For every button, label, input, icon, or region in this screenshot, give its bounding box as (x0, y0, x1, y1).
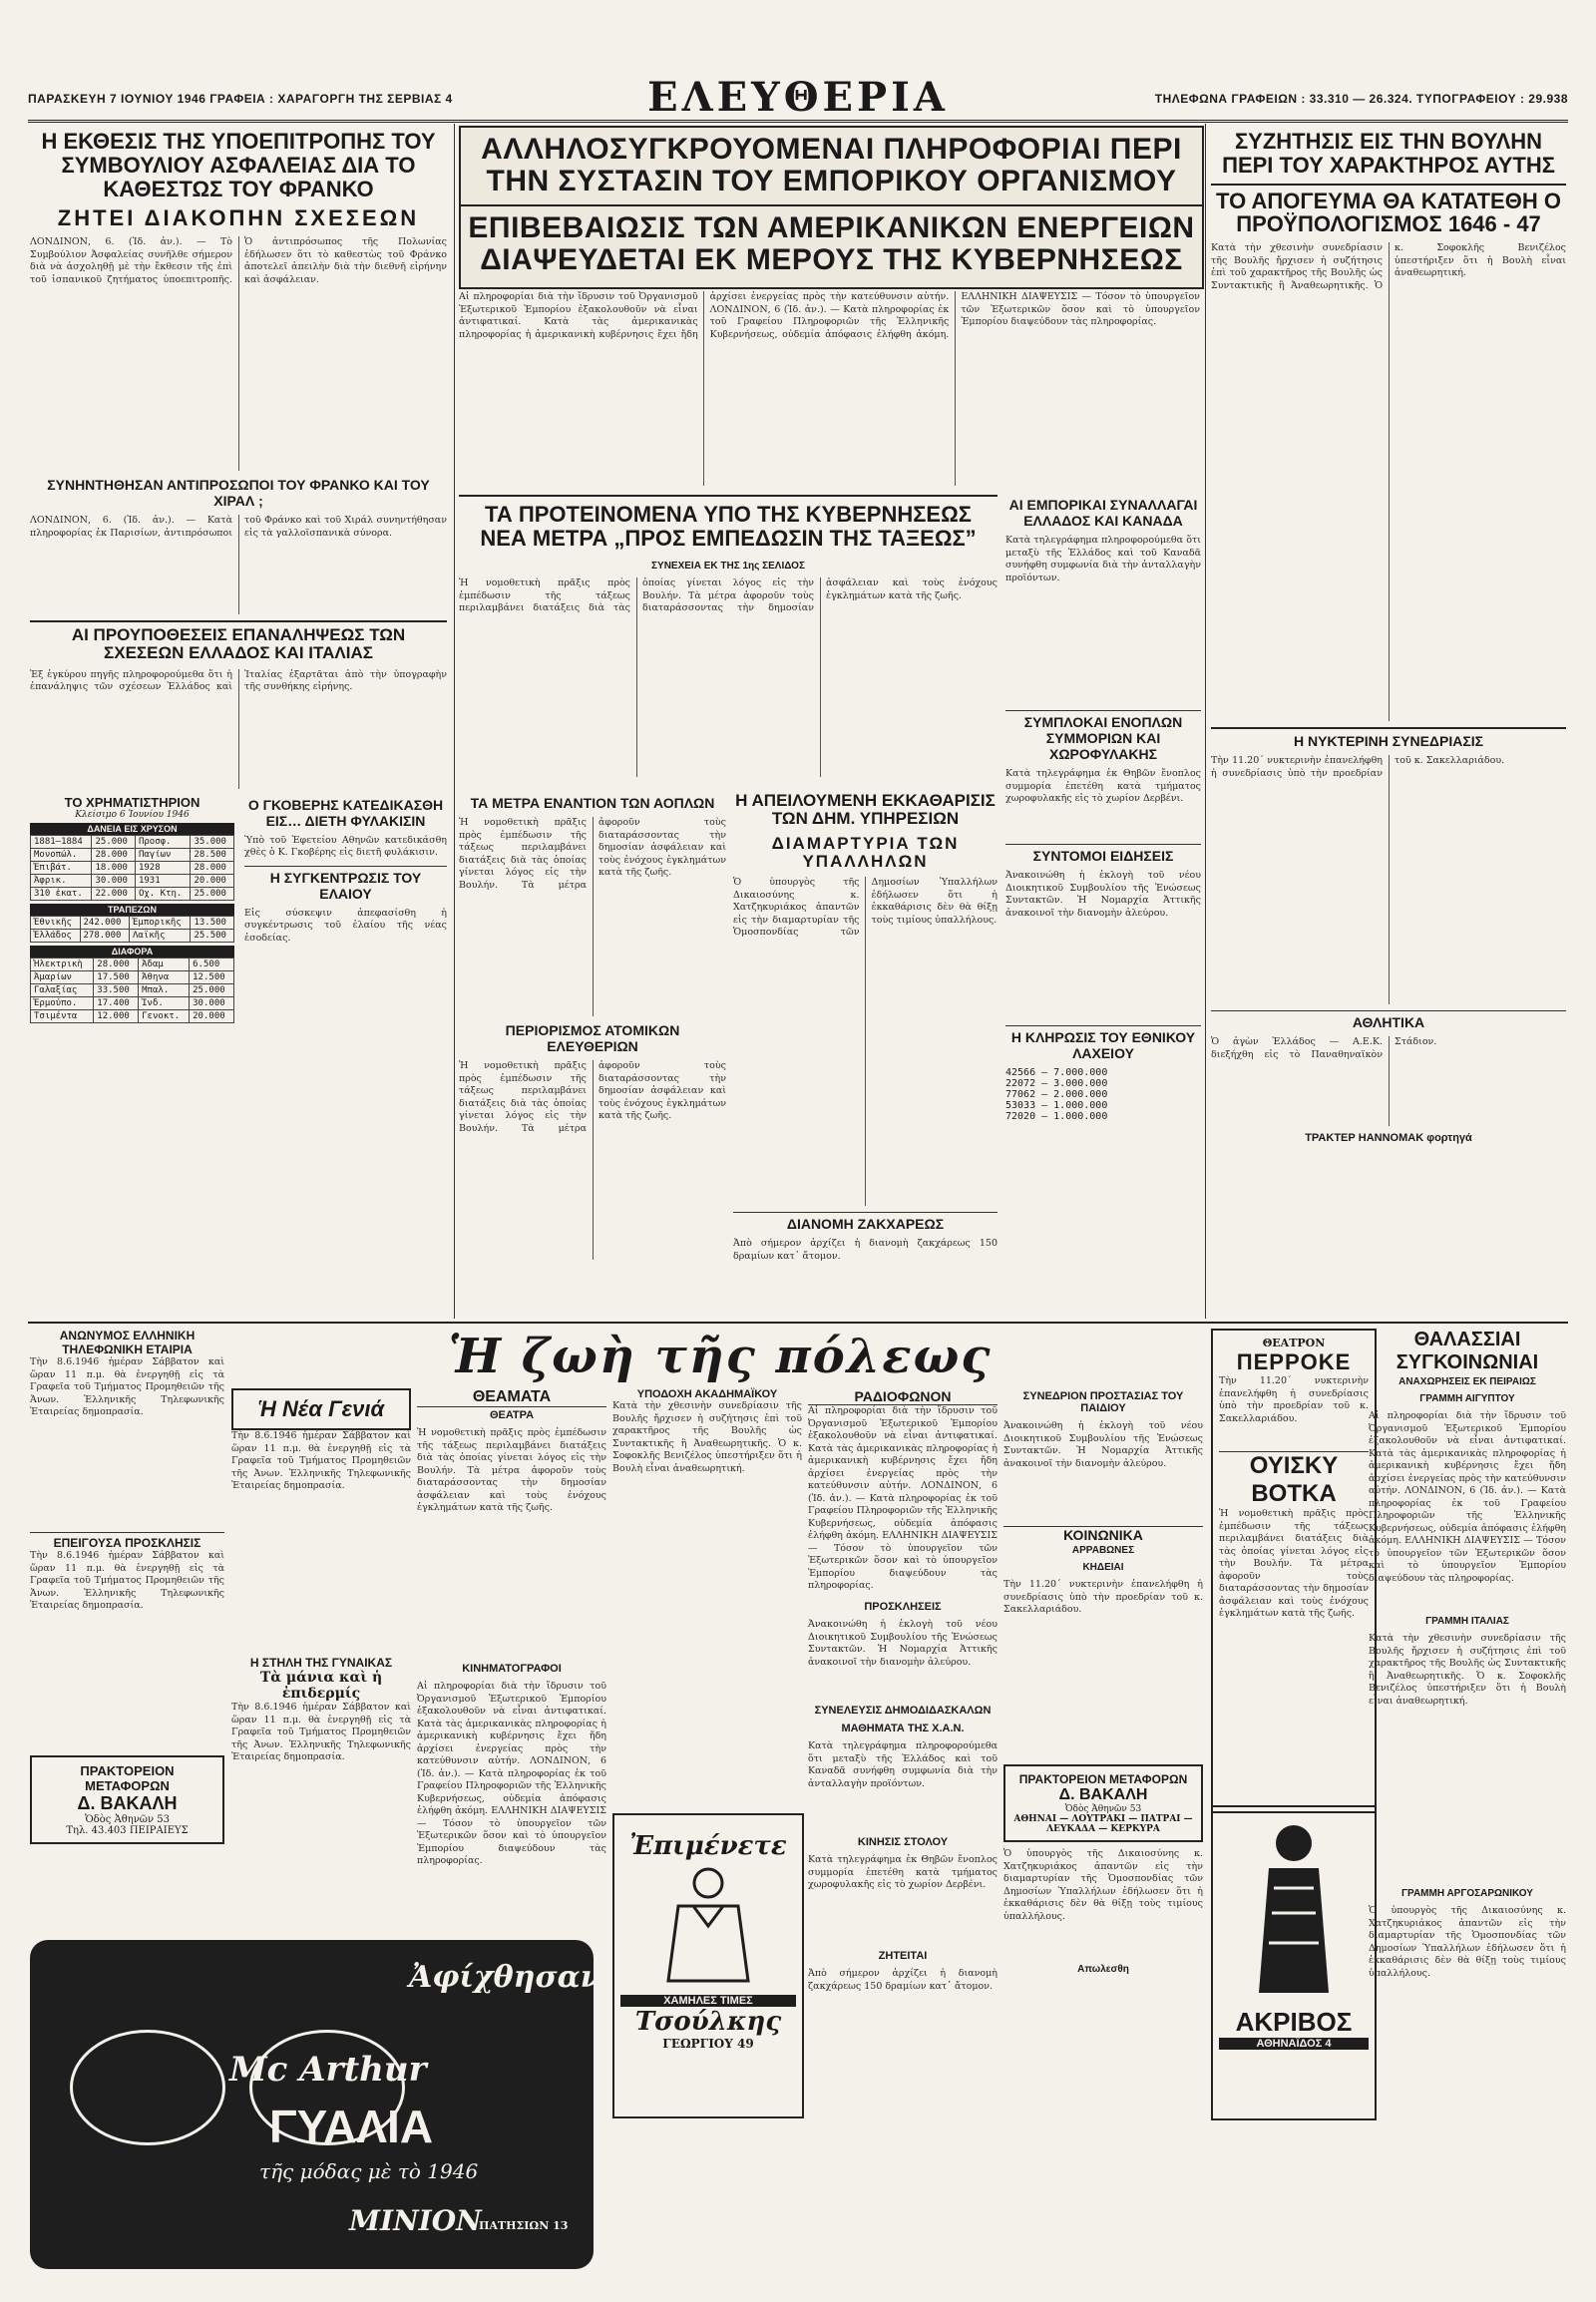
bourse-row (31, 958, 234, 970)
urgent-invite: ΕΠΕΙΓΟΥΣΑ ΠΡΟΣΚΛΗΣΙΣ (30, 1532, 224, 1550)
sea-transport: ΘΑΛΑΣΣΙΑΙ ΣΥΓΚΟΙΝΩΝΙΑΙ ΑΝΑΧΩΡΗΣΕΙΣ ΕΚ ΠΕΙΡΑΙΩΣ ΓΡΑΜΜΗ ΑΙΓΥΠΤΟΥ Αἱ πληροφορίαι διὰ τὴν ἵδρυσιν τοῦ Ὀργανισμοῦ Ἐξωτερικοῦ Ἐμπορίου ἐξακολουθοῦν νὰ εἶναι ἀντιφατικαί. Κατὰ τὰς ἀμερικανικὰς πληροφορίας ἡ ἀμερικανικὴ κυβέρνησις ἔχει ἤδη ἀρχίσει ἐνεργείας πρὸς τὴν κατεύθυνσιν αὐτήν. ΛΟΝΔΙΝΟΝ, 6 (Ἰδ. ἀν.). — Κατὰ πληροφορίας ἐκ τοῦ Γραφείου Πληροφοριῶν τῆς Ἐλληνικῆς Κυβερνήσεως, οὐδεμία ἀπόφασις ἐλήφθη ἀκόμη. ΕΛΛΗΝΙΚΗ ΔΙΑΨΕΥΣΙΣ — Τόσον τὸ ὑπουργεῖον τῶν Ἐξωτερικῶν ὅσον καὶ τὸ ὑπουργεῖον Ἐμπορίου διαψεύδουν τὰς πληροφορίας. ΓΡΑΜΜΗ ΙΤΑΛΙΑΣ Κατὰ τὴν χθεσινὴν συνεδρίασιν τῆς Βουλῆς ἤρχισεν ἡ συζήτησις ἐπὶ τοῦ χαρακτῆρος τῆς Βουλῆς ὡς Συντακτικῆς ἢ Ἀναθεωρητικῆς. Ὁ κ. Σοφοκλῆς Βενιζέλος ὑπεστήριξεν ὅτι ἡ Βουλὴ εἶναι ἀναθεωρητική. ΓΡΑΜΜΗ ΑΡΓΟΣΑΡΩΝΙΚΟΥ Ὁ ὑπουργὸς τῆς Δικαιοσύνης κ. Χατζηκυριάκος ἀπαντῶν εἰς τὴν διαμαρτυρίαν τῆς Ὁμοσπονδίας τῶν Δημοσίων Ὑπαλλήλων ἐδήλωσεν ὅτι ἡ ἐκκαθάρισις δὲν θὰ θίξῃ τοὺς τιμίους ὑπαλλήλους. (1369, 1329, 1566, 1979)
women-column: Η ΣΤΗΛΗ ΤΗΣ ΓΥΝΑΙΚΑΣ (249, 1656, 393, 1670)
shirt-icon (648, 1861, 768, 1991)
phones-line: ΤΗΛΕΦΩΝΑ ΓΡΑΦΕΙΩΝ : 33.310 — 26.324. ΤΥΠΟΓΡΑΦΕΙΟΥ : 29.938 (1154, 92, 1568, 106)
bourse-cell: Οχ. Κτη. (135, 887, 190, 900)
brief-headline: ΣΥΝΤΟΜΟΙ ΕΙΔΗΣΕΙΣ (1005, 844, 1201, 864)
bourse-cell: Ἠλεκτρικὴ (31, 958, 94, 970)
column-4: ΑΙ ΕΜΠΟΡΙΚΑΙ ΣΥΝΑΛΛΑΓΑΙ ΕΛΛΑΔΟΣ ΚΑΙ ΚΑΝΑΔΑ Κατὰ τηλεγράφημα πληροφορούμεθα ὅτι μεταξὺ τῆς Ἑλλάδος καὶ τοῦ Καναδᾶ συνήφθη συμφωνία διὰ τὴν ἀνταλλαγὴν προϊόντων. ΣΥΜΠΛΟΚΑΙ ΕΝΟΠΛΩΝ ΣΥΜΜΟΡΙΩΝ ΚΑΙ ΧΩΡΟΦΥΛΑΚΗΣ Κατὰ τηλεγράφημα ἐκ Θηβῶν ἔνοπλος συμμορία ἐπετέθη κατὰ τμήματος χωροφυλακῆς εἰς τὸ χωρίον Δερβένι. ΣΥΝΤΟΜΟΙ ΕΙΔΗΣΕΙΣ Ἀνακοινώθη ἡ ἐκλογὴ τοῦ νέου Διοικητικοῦ Συμβουλίου τῆς Ἑνώσεως Συντακτῶν. Ἡ Νομαρχία Ἀττικῆς ἀνακοινοῖ τὴν διανομὴν ἀλεύρου. Η ΚΛΗΡΩΣΙΣ ΤΟΥ ΕΘΝΙΚΟΥ ΛΑΧΕΙΟΥ 42566 — 7.000.000 22072 — 3.000.000 77062 — 2.000.000 53033 — 1.000.000 72020 — 1.000.000 (1005, 497, 1201, 1122)
masthead (28, 74, 1568, 123)
bourse-cell: Ἑλλάδος (31, 929, 81, 942)
glasses-title: ΓΥΑΛΙΑ (269, 2101, 434, 2152)
liquidation-block: Η ΑΠΕΙΛΟΥΜΕΝΗ ΕΚΚΑΘΑΡΙΣΙΣ ΤΩΝ ΔΗΜ. ΥΠΗΡΕΣΙΩΝ ΔΙΑΜΑΡΤΥΡΙΑ ΤΩΝ ΥΠΑΛΛΗΛΩΝ Ὁ ὑπουργὸς τῆς Δικαιοσύνης κ. Χατζηκυριάκος ἀπαντῶν εἰς τὴν διαμαρτυρίαν τῆς Ὁμοσπονδίας τῶν Δημοσίων Ὑπαλλήλων ἐδήλωσεν ὅτι ἡ ἐκκαθάρισις δὲν θὰ θίξῃ τοὺς τιμίους ὑπαλλήλους. ΔΙΑΝΟΜΗ ΖΑΚΧΑΡΕΩΣ Ἀπὸ σήμερον ἀρχίζει ἡ διανομὴ ζακχάρεως 150 δραμίων κατ᾽ ἄτομον. (733, 791, 998, 1262)
bourse-cell: 17.500 (94, 970, 139, 983)
bourse-cell: 35.000 (191, 835, 234, 848)
lottery-number: 77062 — 2.000.000 (1005, 1089, 1108, 1100)
main-headline-2: ΕΠΙΒΕΒΑΙΩΣΙΣ ΤΩΝ ΑΜΕΡΙΚΑΝΙΚΩΝ ΕΝΕΡΓΕΙΩΝ ΔΙΑΨΕΥΔΕΤΑΙ ΕΚ ΜΕΡΟΥΣ ΤΗΣ ΚΥΒΕΡΝΗΣΕΩΣ (461, 204, 1202, 277)
bourse-row (31, 848, 234, 861)
main-banner (459, 126, 1204, 289)
lottery-number: 72020 — 1.000.000 (1005, 1111, 1108, 1122)
bourse-cell: 12.500 (190, 970, 234, 983)
bourse-cell: 28.500 (191, 848, 234, 861)
lottery-number: 42566 — 7.000.000 (1005, 1067, 1108, 1078)
bourse-cell: 25.000 (191, 887, 234, 900)
date-line: ΠΑΡΑΣΚΕΥΗ 7 ΙΟΥΝΙΟΥ 1946 ΓΡΑΦΕΙΑ : ΧΑΡΑΓΟΡΓΗ ΤΗΣ ΣΕΡΒΙΑΣ 4 (28, 92, 453, 106)
bourse-section-gold: ΔΑΝΕΙΑ ΕΙΣ ΧΡΥΣΟΝ (30, 823, 234, 835)
franco-headline: Η ΕΚΘΕΣΙΣ ΤΗΣ ΥΠΟΕΠΙΤΡΟΠΗΣ ΤΟΥ ΣΥΜΒΟΥΛΙΟΥ ΑΣΦΑΛΕΙΑΣ ΔΙΑ ΤΟ ΚΑΘΕΣΤΩΣ ΤΟΥ ΦΡΑΝΚΟ (41, 129, 436, 201)
lottery-number: 22072 — 3.000.000 (1005, 1078, 1108, 1089)
transport-ad: ΠΡΑΚΤΟΡΕΙΟΝ ΜΕΤΑΦΟΡΩΝ Δ. ΒΑΚΑΛΗ Ὁδὸς Ἀθηνῶν 53 Τηλ. 43.403 ΠΕΙΡΑΙΕΥΣ (30, 1755, 224, 1844)
newspaper-title: ΕΛΕΥΘΕΡΙΑ (647, 74, 949, 121)
glasses-subtitle: τῆς μόδας μὲ τὸ 1946 (259, 2159, 479, 2183)
bourse-cell: 30.000 (92, 874, 136, 887)
bourse-title: ΤΟ ΧΡΗΜΑΤΙΣΤΗΡΙΟΝ (64, 794, 200, 810)
lottery-headline: Η ΚΛΗΡΩΣΙΣ ΤΟΥ ΕΘΝΙΚΟΥ ΛΑΧΕΙΟΥ (1005, 1025, 1201, 1061)
shows-column: ΘΕΑΜΑΤΑ ΘΕΑΤΡΑ Ἡ νομοθετικὴ πρᾶξις πρὸς ἐμπέδωσιν τῆς τάξεως περιλαμβάνει διατάξεις διὰ τὰς ὁποίας γίνεται λόγος εἰς τὴν Βουλήν. Τὰ μέτρα ἀφοροῦν τοὺς διαταράσσοντας τὴν δημοσίαν ἀσφάλειαν καὶ τοὺς ἐνόχους ἐγκλημάτων κατὰ τῆς ζωῆς. ΚΙΝΗΜΑΤΟΓΡΑΦΟΙ Αἱ πληροφορίαι διὰ τὴν ἵδρυσιν τοῦ Ὀργανισμοῦ Ἐξωτερικοῦ Ἐμπορίου ἐξακολουθοῦν νὰ εἶναι ἀντιφατικαί. Κατὰ τὰς ἀμερικανικὰς πληροφορίας ἡ ἀμερικανικὴ κυβέρνησις ἔχει ἤδη ἀρχίσει ἐνεργείας πρὸς τὴν κατεύθυνσιν αὐτήν. ΛΟΝΔΙΝΟΝ, 6 (Ἰδ. ἀν.). — Κατὰ πληροφορίας ἐκ τοῦ Γραφείου Πληροφοριῶν τῆς Ἐλληνικῆς Κυβερνήσεως, οὐδεμία ἀπόφασις ἐλήφθη ἀκόμη. ΕΛΛΗΝΙΚΗ ΔΙΑΨΕΥΣΙΣ — Τόσον τὸ ὑπουργεῖον τῶν Ἐξωτερικῶν ὅσον καὶ τὸ ὑπουργεῖον Ἐμπορίου διαψεύδουν τὰς πληροφορίας. (417, 1388, 606, 1866)
bourse-section-banks: ΤΡΑΠΕΖΩΝ (30, 904, 234, 916)
bourse-row (31, 916, 234, 929)
social-column: ΣΥΝΕΔΡΙΟΝ ΠΡΟΣΤΑΣΙΑΣ ΤΟΥ ΠΑΙΔΙΟΥ Ἀνακοινώθη ἡ ἐκλογὴ τοῦ νέου Διοικητικοῦ Συμβουλίου τῆς Ἑνώσεως Συντακτῶν. Ἡ Νομαρχία Ἀττικῆς ἀνακοινοῖ τὴν διανομὴν ἀλεύρου. ΚΟΙΝΩΝΙΚΑ ΑΡΡΑΒΩΝΕΣ ΚΗΔΕΙΑΙ Τὴν 11.20΄ νυκτερινὴν ἐπανελήφθη ἡ συνεδρίασις ὑπὸ τὴν προεδρίαν τοῦ κ. Σακελλαριάδου. ΠΡΑΚΤΟΡΕΙΟΝ ΜΕΤΑΦΟΡΩΝ Δ. ΒΑΚΑΛΗ Ὁδὸς Ἀθηνῶν 53 ΑΘΗΝΑΙ — ΛΟΥΤΡΑΚΙ — ΠΑΤΡΑΙ — ΛΕΥΚΑΔΑ — ΚΕΡΚΥΡΑ Ὁ ὑπουργὸς τῆς Δικαιοσύνης κ. Χατζηκυριάκος ἀπαντῶν εἰς τὴν διαμαρτυρίαν τῆς Ὁμοσπονδίας τῶν Δημοσίων Ὑπαλλήλων ἐδήλωσεν ὅτι ἡ ἐκκαθάρισις δὲν θὰ θίξῃ τοὺς τιμίους ὑπαλλήλους. Απωλεσθη (1003, 1390, 1203, 1975)
gkoveris-headline: Ο ΓΚΟΒΕΡΗΣ ΚΑΤΕΔΙΚΑΣΘΗ ΕΙΣ… ΔΙΕΤΗ ΦΥΛΑΚΙΣΙΝ (247, 796, 444, 829)
city-life-banner (231, 1329, 1209, 1388)
glasses-address: ΠΑΤΗΣΙΩΝ 13 (479, 2219, 569, 2232)
bourse-cell: Ἰνδ. (139, 996, 190, 1009)
transport-ad-2: ΠΡΑΚΤΟΡΕΙΟΝ ΜΕΤΑΦΟΡΩΝ Δ. ΒΑΚΑΛΗ Ὁδὸς Ἀθηνῶν 53 ΑΘΗΝΑΙ — ΛΟΥΤΡΑΚΙ — ΠΑΤΡΑΙ — ΛΕΥΚΑΔΑ — ΚΕΡΚΥΡΑ (1003, 1764, 1203, 1842)
academy-column: ΥΠΟΔΟΧΗ ΑΚΑΔΗΜΑΪΚΟΥ Κατὰ τὴν χθεσινὴν συνεδρίασιν τῆς Βουλῆς ἤρχισεν ἡ συζήτησις ἐπὶ τοῦ χαρακτῆρος τῆς Βουλῆς ὡς Συντακτικῆς ἢ Ἀναθεωρητικῆς. Ὁ κ. Σοφοκλῆς Βενιζέλος ὑπεστήριξεν ὅτι ἡ Βουλὴ εἶναι ἀναθεωρητική. (612, 1388, 802, 1474)
bourse-cell: 28.000 (191, 861, 234, 874)
main-headline: ΑΛΛΗΛΟΣΥΓΚΡΟΥΟΜΕΝΑΙ ΠΛΗΡΟΦΟΡΙΑΙ ΠΕΡΙ ΤΗΝ ΣΥΣΤΑΣΙΝ ΤΟΥ ΕΜΠΟΡΙΚΟΥ ΟΡΓΑΝΙΣΜΟΥ (481, 133, 1182, 198)
bourse-cell: Ἀμαρίων (31, 970, 94, 983)
bourse-cell: 1928 (135, 861, 190, 874)
bourse-cell: 28.000 (94, 958, 139, 970)
bourse-cell: Μπαλ. (139, 983, 190, 996)
bourse-cell: 25.500 (191, 929, 234, 942)
column-rule (1205, 124, 1206, 1319)
measures-banner (459, 495, 998, 557)
section-rule (28, 1322, 1568, 1324)
lottery-number: 53033 — 1.000.000 (1005, 1100, 1108, 1111)
telephone-company: ΑΝΩΝΥΜΟΣ ΕΛΛΗΝΙΚΗ ΤΗΛΕΦΩΝΙΚΗ ΕΤΑΙΡΙΑ (59, 1329, 196, 1356)
bourse-cell: Ἀθηνα (139, 970, 190, 983)
bourse-cell: 12.000 (94, 1009, 139, 1022)
main-article: Αἱ πληροφορίαι διὰ τὴν ἵδρυσιν τοῦ Ὀργανισμοῦ Ἐξωτερικοῦ Ἐμπορίου ἐξακολουθοῦν νὰ εἶναι ἀντιφατικαί. Κατὰ τὰς ἀμερικανικὰς πληροφορίας ἡ ἀμερικανικὴ κυβέρνησις ἔχει ἤδη ἀρχίσει ἐνεργείας πρὸς τὴν κατεύθυνσιν αὐτήν. ΛΟΝΔΙΝΟΝ, 6 (Ἰδ. ἀν.). — Κατὰ πληροφορίας ἐκ τοῦ Γραφείου Πληροφοριῶν τῆς Ἐλληνικῆς Κυβερνήσεως, οὐδεμία ἀπόφασις ἐλήφθη ἀκόμη. ΕΛΛΗΝΙΚΗ ΔΙΑΨΕΥΣΙΣ — Τόσον τὸ ὑπουργεῖον τῶν Ἐξωτερικῶν ὅσον καὶ τὸ ὑπουργεῖον Ἐμπορίου διαψεύδουν τὰς πληροφορίας. (459, 291, 1200, 340)
franco-headline-2: ΖΗΤΕΙ ΔΙΑΚΟΠΗΝ ΣΧΕΣΕΩΝ (57, 205, 420, 231)
bourse-cell: 28.000 (92, 848, 136, 861)
tractor-ad: ΤΡΑΚΤΕΡ ΗΑΝΝΟΜΑΚ φορτηγά (1305, 1132, 1472, 1144)
city-life-title: Ἡ ζωὴ τῆς πόλεως (448, 1329, 993, 1384)
bourse (30, 795, 234, 1023)
bourse-section-misc: ΔΙΑΦΟΡΑ (30, 946, 234, 958)
bourse-cell: 25.000 (92, 835, 136, 848)
trade-headline: ΑΙ ΕΜΠΟΡΙΚΑΙ ΣΥΝΑΛΛΑΓΑΙ ΕΛΛΑΔΟΣ ΚΑΙ ΚΑΝΑΔΑ (1008, 497, 1198, 529)
bourse-cell: 278.000 (80, 929, 130, 942)
bourse-cell: 1881—1884 (31, 835, 92, 848)
bourse-cell: Ἐθνικῆς (31, 916, 81, 929)
oil-headline: Η ΣΥΓΚΕΝΤΡΩΣΙΣ ΤΟΥ ΕΛΑΙΟΥ (244, 866, 447, 902)
akrivos-ad[interactable]: ΑΚΡΙΒΟΣ ΑΘΗΝΑΪΔΟΣ 4 (1211, 1805, 1377, 2120)
measures-continued: ΤΑ ΜΕΤΡΑ ΕΝΑΝΤΙΟΝ ΤΩΝ ΑΟΠΛΩΝ Ἡ νομοθετικὴ πρᾶξις πρὸς ἐμπέδωσιν τῆς τάξεως περιλαμβάνει διατάξεις διὰ τὰς ὁποίας γίνεται λόγος εἰς τὴν Βουλήν. Τὰ μέτρα ἀφοροῦν τοὺς διαταράσσοντας τὴν δημοσίαν ἀσφάλειαν καὶ τοὺς ἐνόχους ἐγκλημάτων κατὰ τῆς ζωῆς. ΠΕΡΙΟΡΙΣΜΟΣ ΑΤΟΜΙΚΩΝ ΕΛΕΥΘΕΡΙΩΝ Ἡ νομοθετικὴ πρᾶξις πρὸς ἐμπέδωσιν τῆς τάξεως περιλαμβάνει διατάξεις διὰ τὰς ὁποίας γίνεται λόγος εἰς τὴν Βουλήν. Τὰ μέτρα ἀφοροῦν τοὺς διαταράσσοντας τὴν δημοσίαν ἀσφάλειαν καὶ τοὺς ἐνόχους ἐγκλημάτων κατὰ τῆς ζωῆς. (459, 795, 726, 1134)
bourse-row (31, 887, 234, 900)
bourse-row (31, 861, 234, 874)
bourse-date: Κλείσιμο 6 Ἰουνίου 1946 (75, 809, 190, 820)
shirt-ad[interactable]: Ἐπιμένετε ΧΑΜΗΛΕΣ ΤΙΜΕΣ Τσούλκης ΓΕΩΡΓΙΟΥ 49 (612, 1813, 804, 2118)
bourse-cell: 6.500 (190, 958, 234, 970)
bourse-row (31, 970, 234, 983)
glasses-lens-left (70, 2030, 225, 2145)
sports-headline: ΑΘΛΗΤΙΚΑ (1211, 1010, 1566, 1030)
column-rule (454, 124, 455, 1319)
youth-column: Ἡ Νέα Γενιά Τὴν 8.6.1946 ἡμέραν Σάββατον καὶ ὥραν 11 π.μ. θὰ ἐνεργηθῇ εἰς τὰ Γραφεῖα τοῦ Τμήματος Προμηθειῶν τῆς Ἀνων. Ἑλληνικῆς Τηλεφωνικῆς Ἐταιρείας δημοπρασία. Η ΣΤΗΛΗ ΤΗΣ ΓΥΝΑΙΚΑΣ Τὰ μάνια καὶ ἡ ἐπιδερμίς Τὴν 8.6.1946 ἡμέραν Σάββατον καὶ ὥραν 11 π.μ. θὰ ἐνεργηθῇ εἰς τὰ Γραφεῖα τοῦ Τμήματος Προμηθειῶν τῆς Ἀνων. Ἑλληνικῆς Τηλεφωνικῆς Ἐταιρείας δημοπρασία. (231, 1388, 411, 1932)
bourse-cell: Τσιμέντα (31, 1009, 94, 1022)
right-column: ΣΥΖΗΤΗΣΙΣ ΕΙΣ ΤΗΝ ΒΟΥΛΗΝ ΠΕΡΙ ΤΟΥ ΧΑΡΑΚΤΗΡΟΣ ΑΥΤΗΣ ΤΟ ΑΠΟΓΕΥΜΑ ΘΑ ΚΑΤΑΤΕΘΗ Ο ΠΡΟΫΠΟΛΟΓΙΣΜΟΣ 1646 - 47 Κατὰ τὴν χθεσινὴν συνεδρίασιν τῆς Βουλῆς ἤρχισεν ἡ συζήτησις ἐπὶ τοῦ χαρακτῆρος τῆς Βουλῆς ὡς Συντακτικῆς ἢ Ἀναθεωρητικῆς. Ὁ κ. Σοφοκλῆς Βενιζέλος ὑπεστήριξεν ὅτι ἡ Βουλὴ εἶναι ἀναθεωρητική. Η ΝΥΚΤΕΡΙΝΗ ΣΥΝΕΔΡΙΑΣΙΣ Τὴν 11.20΄ νυκτερινὴν ἐπανελήφθη ἡ συνεδρίασις ὑπὸ τὴν προεδρίαν τοῦ κ. Σακελλαριάδου. ΑΘΛΗΤΙΚΑ Ὁ ἀγὼν Ἑλλάδος — Α.Ε.Κ. διεξήχθη εἰς τὸ Παναθηναϊκὸν Στάδιον. ΤΡΑΚΤΕΡ ΗΑΝΝΟΜΑΚ φορτηγά (1211, 129, 1566, 1144)
glasses-ad[interactable] (30, 1940, 614, 2269)
bourse-and-news (30, 795, 447, 1023)
left-column (30, 126, 447, 1313)
bourse-cell: 13.500 (191, 916, 234, 929)
bourse-cell: 20.000 (191, 874, 234, 887)
bottom-left-notices: ΑΝΩΝΥΜΟΣ ΕΛΛΗΝΙΚΗ ΤΗΛΕΦΩΝΙΚΗ ΕΤΑΙΡΙΑ Τὴν 8.6.1946 ἡμέραν Σάββατον καὶ ὥραν 11 π.μ. θὰ ἐνεργηθῇ εἰς τὰ Γραφεῖα τοῦ Τμήματος Προμηθειῶν τῆς Ἀνων. Ἑλληνικῆς Τηλεφωνικῆς Ἐταιρείας δημοπρασία. ΕΠΕΙΓΟΥΣΑ ΠΡΟΣΚΛΗΣΙΣ Τὴν 8.6.1946 ἡμέραν Σάββατον καὶ ὥραν 11 π.μ. θὰ ἐνεργηθῇ εἰς τὰ Γραφεῖα τοῦ Τμήματος Προμηθειῶν τῆς Ἀνων. Ἑλληνικῆς Τηλεφωνικῆς Ἐταιρείας δημοπρασία. ΠΡΑΚΤΟΡΕΙΟΝ ΜΕΤΑΦΟΡΩΝ Δ. ΒΑΚΑΛΗ Ὁδὸς Ἀθηνῶν 53 Τηλ. 43.403 ΠΕΙΡΑΙΕΥΣ (30, 1329, 224, 1932)
meeting-subhead: ΣΥΝΗΝΤΗΘΗΣΑΝ ΑΝΤΙΠΡΟΣΩΠΟΙ ΤΟΥ ΦΡΑΝΚΟ ΚΑΙ ΤΟΥ ΧΙΡΑΛ ; (47, 477, 430, 509)
bourse-cell: Ἑρμούπο. (31, 996, 94, 1009)
bourse-cell: 242.000 (80, 916, 130, 929)
bourse-row (31, 835, 234, 848)
budget-headline: ΤΟ ΑΠΟΓΕΥΜΑ ΘΑ ΚΑΤΑΤΕΘΗ Ο ΠΡΟΫΠΟΛΟΓΙΣΜΟΣ 1646 - 47 (1211, 184, 1566, 237)
oil-article: Εἰς σύσκεψιν ἀπεφασίσθη ἡ συγκέντρωσις τοῦ ἐλαίου τῆς νέας ἐσοδείας. (244, 907, 447, 944)
measures-headline: ΤΑ ΠΡΟΤΕΙΝΟΜΕΝΑ ΥΠΟ ΤΗΣ ΚΥΒΕΡΝΗΣΕΩΣ ΝΕΑ ΜΕΤΡΑ „ΠΡΟΣ ΕΜΠΕΔΩΣΙΝ ΤΗΣ ΤΑΞΕΩΣ” (480, 502, 977, 551)
meeting-article: ΛΟΝΔΙΝΟΝ, 6. (Ἰδ. ἀν.). — Κατὰ πληροφορίας ἐκ Παρισίων, ἀντιπρόσωποι τοῦ Φράνκο καὶ τοῦ Χιράλ συνηντήθησαν εἰς τὰ γαλλοϊσπανικὰ σύνορα. (30, 515, 447, 539)
gkoveris-article: Ὑπὸ τοῦ Ἐφετείου Αθηνῶν κατεδικάσθη χθὲς ὁ Κ. Γκοβέρης εἰς διετῆ φυλάκισιν. (244, 834, 447, 859)
italy-headline: ΑΙ ΠΡΟΥΠΟΘΕΣΕΙΣ ΕΠΑΝΑΛΗΨΕΩΣ ΤΩΝ ΣΧΕΣΕΩΝ ΕΛΛΑΔΟΣ ΚΑΙ ΙΤΑΛΙΑΣ (30, 620, 447, 663)
sugar-headline: ΔΙΑΝΟΜΗ ΖΑΚΧΑΡΕΩΣ (733, 1212, 998, 1232)
bourse-cell: Ἐμπορικῆς (130, 916, 191, 929)
bourse-table-banks (30, 916, 234, 943)
lottery-numbers (1005, 1067, 1201, 1122)
franco-article: ΛΟΝΔΙΝΟΝ, 6. (Ἰδ. ἀν.). — Τὸ Συμβούλιον Ἀσφαλείας συνῆλθε σήμερον διὰ νὰ ἀσχοληθῇ μὲ τὴν ἔκθεσιν τῆς ἐπὶ τοῦ ἰσπανικοῦ ζητήματος ὑποεπιτροπῆς. Ὁ ἀντιπρόσωπος τῆς Πολωνίας ἐδήλωσεν ὅτι τὸ καθεστὼς τοῦ Φράνκο ἀποτελεῖ ἀπειλὴν διὰ τὴν διεθνῆ εἰρήνην καὶ ἀσφάλειαν. (30, 236, 447, 285)
ambush-headline: ΣΥΜΠΛΟΚΑΙ ΕΝΟΠΛΩΝ ΣΥΜΜΟΡΙΩΝ ΚΑΙ ΧΩΡΟΦΥΛΑΚΗΣ (1005, 710, 1201, 762)
measures-article: ΣΥΝΕΧΕΙΑ ΕΚ ΤΗΣ 1ης ΣΕΛΙΔΟΣ Ἡ νομοθετικὴ πρᾶξις πρὸς ἐμπέδωσιν τῆς τάξεως περιλαμβάνει διατάξεις διὰ τὰς ὁποίας γίνεται λόγος εἰς τὴν Βουλήν. Τὰ μέτρα ἀφοροῦν τοὺς διαταράσσοντας τὴν δημοσίαν ἀσφάλειαν καὶ τοὺς ἐνόχους ἐγκλημάτων κατὰ τῆς ζωῆς. (459, 561, 998, 613)
night-session-headline: Η ΝΥΚΤΕΡΙΝΗ ΣΥΝΕΔΡΙΑΣΙΣ (1211, 727, 1566, 749)
nea-genia: Ἡ Νέα Γενιά (231, 1388, 411, 1430)
bourse-row (31, 929, 234, 942)
bourse-table-gold (30, 835, 234, 901)
bourse-cell: 310 ἐκατ. (31, 887, 92, 900)
bourse-row (31, 1009, 234, 1022)
bourse-cell: 25.000 (190, 983, 234, 996)
arrived-label: Ἀφίχθησαν! (409, 1960, 614, 1995)
bourse-cell: Ἐπιβάτ. (31, 861, 92, 874)
bourse-cell: 20.000 (190, 1009, 234, 1022)
bourse-cell: Γαλαξίας (31, 983, 94, 996)
parliament-headline: ΣΥΖΗΤΗΣΙΣ ΕΙΣ ΤΗΝ ΒΟΥΛΗΝ ΠΕΡΙ ΤΟΥ ΧΑΡΑΚΤΗΡΟΣ ΑΥΤΗΣ (1222, 129, 1555, 178)
radio-column: ΡΑΔΙΟΦΩΝΟΝ Αἱ πληροφορίαι διὰ τὴν ἵδρυσιν τοῦ Ὀργανισμοῦ Ἐξωτερικοῦ Ἐμπορίου ἐξακολουθοῦν νὰ εἶναι ἀντιφατικαί. Κατὰ τὰς ἀμερικανικὰς πληροφορίας ἡ ἀμερικανικὴ κυβέρνησις ἔχει ἤδη ἀρχίσει ἐνεργείας πρὸς τὴν κατεύθυνσιν αὐτήν. ΛΟΝΔΙΝΟΝ, 6 (Ἰδ. ἀν.). — Κατὰ πληροφορίας ἐκ τοῦ Γραφείου Πληροφοριῶν τῆς Ἐλληνικῆς Κυβερνήσεως, οὐδεμία ἀπόφασις ἐλήφθη ἀκόμη. ΕΛΛΗΝΙΚΗ ΔΙΑΨΕΥΣΙΣ — Τόσον τὸ ὑπουργεῖον τῶν Ἐξωτερικῶν ὅσον καὶ τὸ ὑπουργεῖον Ἐμπορίου διαψεύδουν τὰς πληροφορίας. ΠΡΟΣΚΛΗΣΕΙΣ Ἀνακοινώθη ἡ ἐκλογὴ τοῦ νέου Διοικητικοῦ Συμβουλίου τῆς Ἑνώσεως Συντακτῶν. Ἡ Νομαρχία Ἀττικῆς ἀνακοινοῖ τὴν διανομὴν ἀλεύρου. ΣΥΝΕΛΕΥΣΙΣ ΔΗΜΟΔΙΔΑΣΚΑΛΩΝ ΜΑΘΗΜΑΤΑ ΤΗΣ Χ.Α.Ν. Κατὰ τηλεγράφημα πληροφορούμεθα ὅτι μεταξὺ τῆς Ἑλλάδος καὶ τοῦ Καναδᾶ συνήφθη συμφωνία διὰ τὴν ἀνταλλαγὴν προϊόντων. ΚΙΝΗΣΙΣ ΣΤΟΛΟΥ Κατὰ τηλεγράφημα ἐκ Θηβῶν ἔνοπλος συμμορία ἐπετέθη κατὰ τμήματος χωροφυλακῆς εἰς τὸ χωρίον Δερβένι. ΖΗΤΕΙΤΑΙ Ἀπὸ σήμερον ἀρχίζει ἡ διανομὴ ζακχάρεως 150 δραμίων κατ᾽ ἄτομον. (808, 1388, 998, 1992)
protest-headline: ΔΙΑΜΑΡΤΥΡΙΑ ΤΩΝ ΥΠΑΛΛΗΛΩΝ (771, 833, 960, 872)
bourse-cell: Γενοκτ. (139, 1009, 190, 1022)
bourse-cell: Λαϊκῆς (130, 929, 191, 942)
side-news (244, 795, 447, 1023)
bourse-cell: 18.000 (92, 861, 136, 874)
bourse-cell: 1931 (135, 874, 190, 887)
bourse-row (31, 874, 234, 887)
glasses-shop: ΜΙΝΙΟΝ (349, 2204, 482, 2237)
bourse-cell: 17.400 (94, 996, 139, 1009)
bourse-cell: Ἀφρικ. (31, 874, 92, 887)
bourse-cell: Παγίων (135, 848, 190, 861)
bourse-cell: 30.000 (190, 996, 234, 1009)
italy-article: Ἐξ ἐγκύρου πηγῆς πληροφορούμεθα ὅτι ἡ ἐπανάληψις τῶν σχέσεων Ἑλλάδος καὶ Ἰταλίας ἐξαρτᾶται ἀπὸ τὴν ὑπογραφὴν τῆς συνθήκης εἰρήνης. (30, 668, 447, 693)
bourse-cell: Μονοπώλ. (31, 848, 92, 861)
liquidation-headline: Η ΑΠΕΙΛΟΥΜΕΝΗ ΕΚΚΑΘΑΡΙΣΙΣ ΤΩΝ ΔΗΜ. ΥΠΗΡΕΣΙΩΝ (735, 791, 996, 829)
woman-figure-icon (1234, 1813, 1354, 2003)
bourse-cell: Προσφ. (135, 835, 190, 848)
theatre-ad[interactable]: ΘΕΑΤΡΟΝ ΠΕΡΡΟΚΕ Τὴν 11.20΄ νυκτερινὴν ἐπανελήφθη ἡ συνεδρίασις ὑπὸ τὴν προεδρίαν τοῦ κ. Σακελλαριάδου. ΟΥΙΣΚΥ ΒΟΤΚΑ Ἡ νομοθετικὴ πρᾶξις πρὸς ἐμπέδωσιν τῆς τάξεως περιλαμβάνει διατάξεις διὰ τὰς ὁποίας γίνεται λόγος εἰς τὴν Βουλήν. Τὰ μέτρα ἀφοροῦν τοὺς διαταράσσοντας τὴν δημοσίαν ἀσφάλειαν καὶ τοὺς ἐνόχους ἐγκλημάτων κατὰ τῆς ζωῆς. (1211, 1329, 1377, 1813)
bourse-table-misc (30, 958, 234, 1023)
bourse-cell: 33.500 (94, 983, 139, 996)
bourse-cell: 22.000 (92, 887, 136, 900)
glasses-brand: Mc Arthur (229, 2050, 427, 2090)
bourse-row (31, 983, 234, 996)
bourse-row (31, 996, 234, 1009)
bourse-cell: Ἀδαμ (139, 958, 190, 970)
